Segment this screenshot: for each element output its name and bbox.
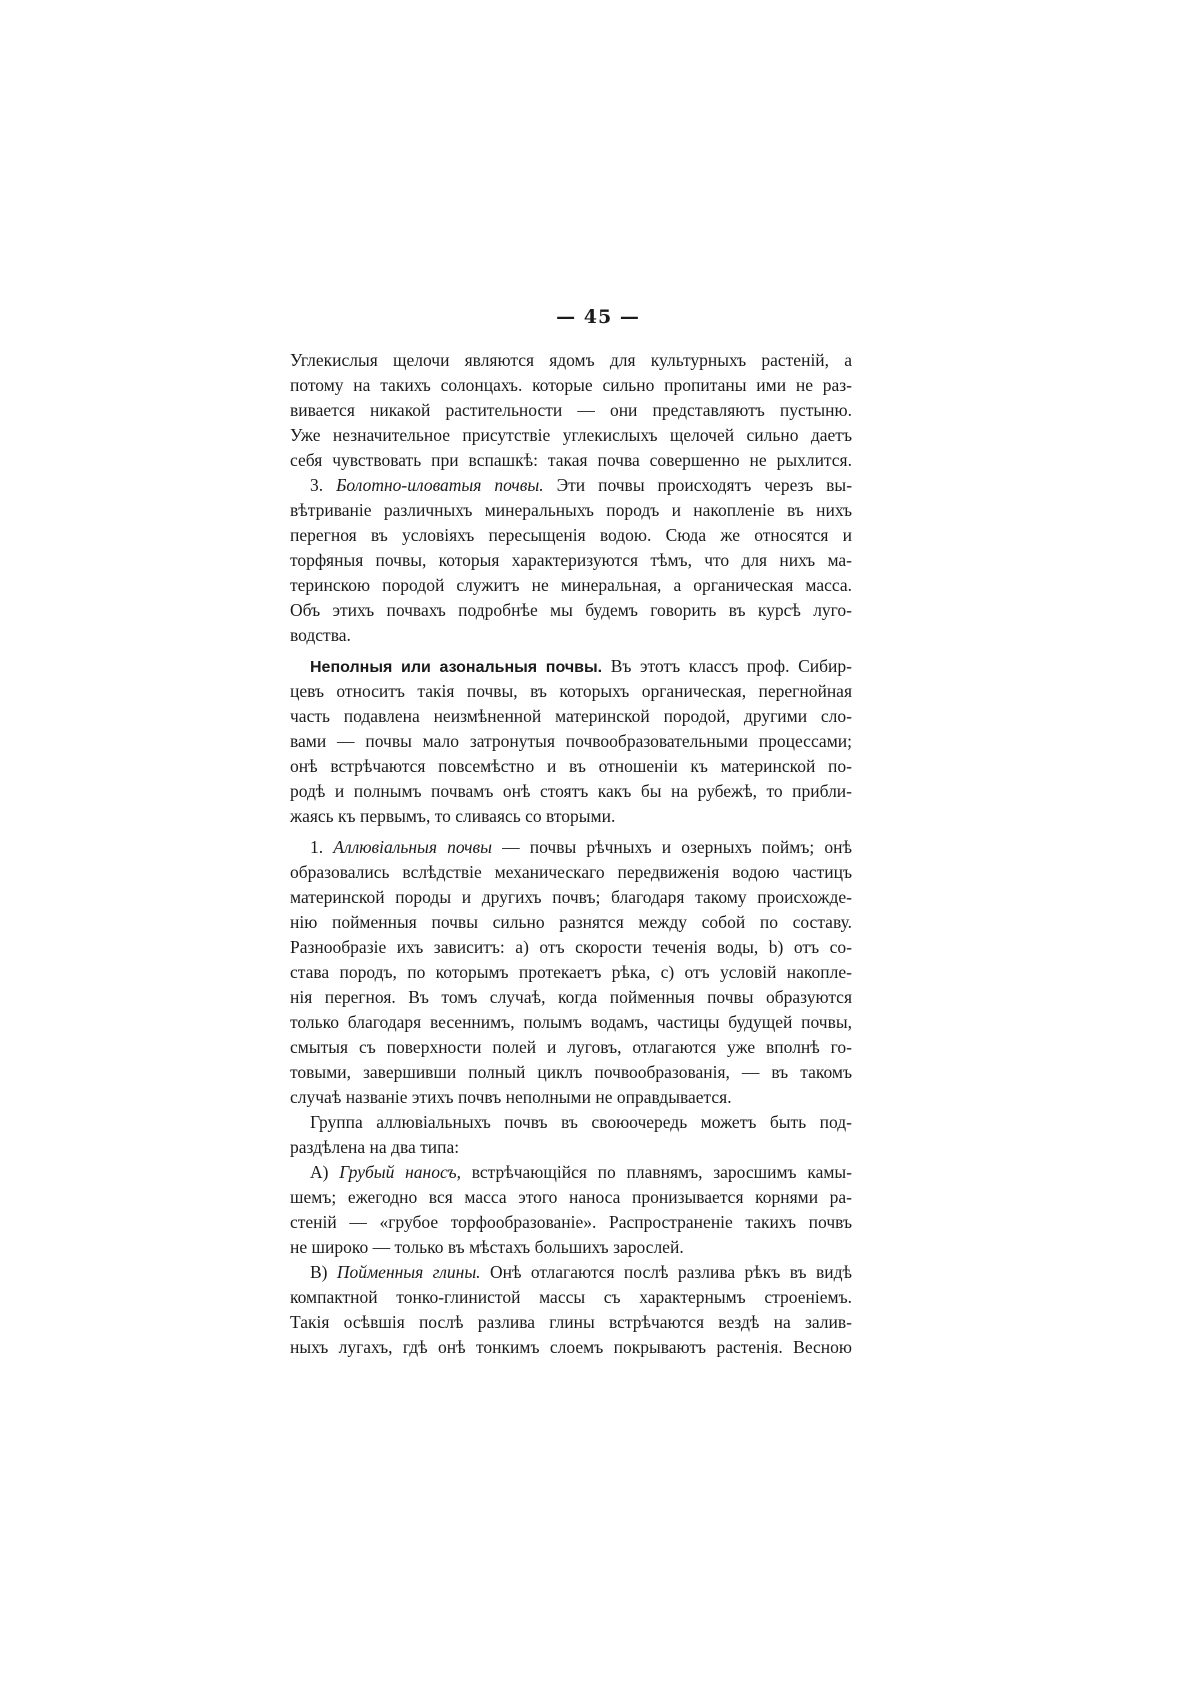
- text-run: встрѣчающійся по плавнямъ, заросшимъ камы-: [460, 1162, 852, 1182]
- paragraph: [290, 348, 852, 473]
- section-title: Пойменныя глины.: [336, 1262, 481, 1282]
- text-line: шемъ; ежегодно вся масса этого наноса пронизывается корнями ра-: [290, 1187, 852, 1207]
- text-line: компактной тонко-глинистой массы съ характернымъ строеніемъ.: [290, 1287, 852, 1307]
- section-title: Грубый наносъ,: [339, 1162, 461, 1182]
- text-line: вѣтриваніе различныхъ минеральныхъ породъ и накопленіе въ нихъ: [290, 500, 852, 520]
- text-line: нію пойменныя почвы сильно разнятся между собой по составу.: [290, 912, 852, 932]
- text-run: Въ этотъ классъ проф. Сибир-: [602, 656, 852, 676]
- text-line: Такія осѣвшія послѣ разлива глины встрѣчаются вездѣ на залив-: [290, 1312, 852, 1332]
- text-line: става породъ, по которымъ протекаетъ рѣка, c) отъ условій накопле-: [290, 962, 852, 982]
- text-line: [290, 654, 852, 679]
- list-marker: A): [310, 1162, 340, 1182]
- section-number: 1.: [310, 837, 334, 857]
- text-line: Разнообразіе ихъ зависитъ: a) отъ скорости теченія воды, b) отъ со-: [290, 937, 852, 957]
- text-line: перегноя въ условіяхъ пересыщенія водою. Сюда же относятся и: [290, 525, 852, 545]
- paragraph: [290, 1260, 852, 1360]
- text-line: Объ этихъ почвахъ подробнѣе мы будемъ говорить въ курсѣ луго-: [290, 600, 852, 620]
- section-title: Аллювіальныя почвы: [333, 837, 492, 857]
- text-line: цевъ относитъ такія почвы, въ которыхъ органическая, перегнойная: [290, 681, 852, 701]
- text-line: вивается никакой растительности — они представляютъ пустыню.: [290, 400, 852, 420]
- text-line: [290, 1260, 852, 1285]
- text-line: родѣ и полнымъ почвамъ онѣ стоятъ какъ бы на рубежѣ, то прибли-: [290, 781, 852, 801]
- text-line: теринскою породой служитъ не минеральная, а органическая масса.: [290, 575, 852, 595]
- text-line: стеній — «грубое торфообразованіе». Распространеніе такихъ почвъ: [290, 1212, 852, 1232]
- paragraph: [290, 1160, 852, 1260]
- text-line: Уже незначительное присутствіе углекислыхъ щелочей сильно даетъ: [290, 425, 852, 445]
- text-line: смытыя съ поверхности полей и луговъ, отлагаются уже вполнѣ го-: [290, 1037, 852, 1057]
- text-line: [290, 473, 852, 498]
- text-line: [290, 835, 852, 860]
- text-line: часть подавлена неизмѣненной материнской породой, другими сло-: [290, 706, 852, 726]
- page-number: — 45 —: [556, 306, 640, 328]
- paragraph: [290, 835, 852, 1110]
- text-line: материнской породы и другихъ почвъ; благодаря такому происхожде-: [290, 887, 852, 907]
- text-line: не широко — только въ мѣстахъ большихъ зарослей.: [290, 1237, 684, 1257]
- paragraph: [290, 1110, 852, 1160]
- text-line: образовались вслѣдствіе механическаго передвиженія водою частицъ: [290, 862, 852, 882]
- paragraph: [290, 654, 852, 829]
- text-run: Эти почвы происходятъ черезъ вы-: [543, 475, 853, 495]
- text-line: товыми, завершивши полный циклъ почвообразованія, — въ такомъ: [290, 1062, 852, 1082]
- text-line: водства.: [290, 625, 351, 645]
- text-line: онѣ встрѣчаются повсемѣстно и въ отношеніи къ материнской по-: [290, 756, 852, 776]
- text-run: — почвы рѣчныхъ и озерныхъ поймъ; онѣ: [491, 837, 853, 857]
- section-heading: Неполныя или азональныя почвы.: [310, 659, 603, 676]
- body-text: [290, 348, 852, 1360]
- text-line: случаѣ названіе этихъ почвъ неполными не оправдывается.: [290, 1087, 732, 1107]
- text-line: [290, 1160, 852, 1185]
- text-line: себя чувствовать при вспашкѣ: такая почва совершенно не рыхлится.: [290, 450, 852, 470]
- text-run: Онѣ отлагаются послѣ разлива рѣкъ въ видѣ: [480, 1262, 852, 1282]
- text-line: раздѣлена на два типа:: [290, 1137, 460, 1157]
- text-line: Углекислыя щелочи являются ядомъ для культурныхъ растеній, а: [290, 350, 852, 370]
- section-title: Болотно-иловатыя почвы.: [336, 475, 544, 495]
- text-line: нія перегноя. Въ томъ случаѣ, когда пойменныя почвы образуются: [290, 987, 852, 1007]
- section-number: 3.: [310, 475, 337, 495]
- text-line: жаясь къ первымъ, то сливаясь со вторыми.: [290, 806, 616, 826]
- text-line: только благодаря весеннимъ, полымъ водамъ, частицы будущей почвы,: [290, 1012, 852, 1032]
- text-line: потому на такихъ солонцахъ. которые сильно пропитаны ими не раз-: [290, 375, 852, 395]
- text-line: ныхъ лугахъ, гдѣ онѣ тонкимъ слоемъ покрываютъ растенія. Весною: [290, 1337, 852, 1357]
- text-line: торфяныя почвы, которыя характеризуются тѣмъ, что для нихъ ма-: [290, 550, 852, 570]
- text-line: вами — почвы мало затронутыя почвообразовательными процессами;: [290, 731, 852, 751]
- list-marker: B): [310, 1262, 337, 1282]
- text-line: Группа аллювіальныхъ почвъ въ своюочередь можетъ быть под-: [310, 1112, 852, 1132]
- paragraph: [290, 473, 852, 648]
